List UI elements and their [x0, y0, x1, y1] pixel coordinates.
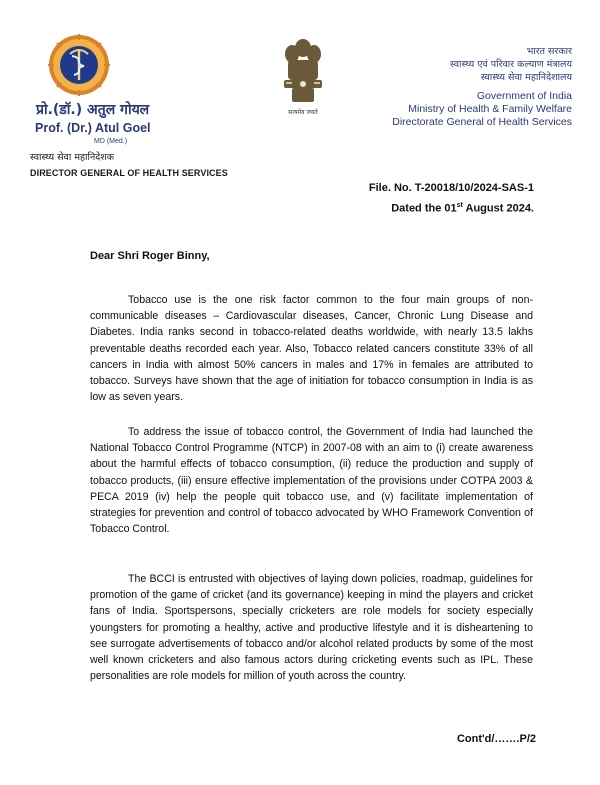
gov-english-line: Government of India — [476, 90, 572, 102]
file-reference-block — [369, 180, 534, 218]
officer-name-english: Prof. (Dr.) Atul Goel — [35, 121, 151, 135]
directorate-hindi-line: स्वास्थ्य सेवा महानिदेशालय — [480, 72, 572, 83]
emblem-motto: सत्यमेव जयते — [288, 109, 318, 116]
date-suffix-ordinal: st — [456, 202, 463, 209]
designation-english: DIRECTOR GENERAL OF HEALTH SERVICES — [30, 168, 228, 178]
national-emblem-icon — [278, 36, 328, 108]
continuation-note: Cont'd/…….P/2 — [456, 733, 536, 745]
officer-qualification: MD (Med.) — [94, 138, 128, 145]
body-paragraph-1: Tobacco use is the one risk factor common to the four main groups of non-communicable diseases – Cardiovascular diseases, Cancer, Chronic Lung Disease and Diabetes. India ranks second in tobacco-related deaths worldwide, with nearly 13.5 lakhs preventable deaths recorded each year. Also, Tobacco related cancers constitute 33% of all cancers in India with almost 50% cancers in males and 17% in females are attributed to tobacco. Surveys have shown that the age of initiation for tobacco consumption in India is as low as seven years. — [90, 294, 533, 404]
directorate-english-line: Directorate General of Health Services — [392, 116, 572, 128]
salutation: Dear Shri Roger Binny, — [90, 250, 210, 262]
officer-name-hindi: प्रो.(डॉ.) अतुल गोयल — [36, 102, 150, 118]
letter-date — [369, 197, 534, 218]
body-paragraph-2: To address the issue of tobacco control, the Government of India had launched the National Tobacco Control Programme (NTCP) in 2007-08 with an aim to (i) create awareness about the harmful effects of tobacco consumption, (ii) reduce the production and supply of tobacco products, (iii) ensure effective implementation of the provisions under COTPA 2003 & PECA 2019 (iv) help the people quit tobacco use, and (v) facilitate implementation of strategies for prevention and control of tobacco advocated by WHO Framework Convention of Tobacco Control. — [90, 426, 533, 536]
ministry-hindi-line: स्वास्थ्य एवं परिवार कल्याण मंत्रालय — [450, 59, 572, 70]
dghs-emblem-icon — [46, 32, 112, 98]
designation-hindi: स्वास्थ्य सेवा महानिदेशक — [30, 152, 115, 163]
date-month-year: August 2024. — [462, 202, 534, 215]
date-prefix: Dated the 01 — [391, 202, 457, 215]
gov-hindi-line: भारत सरकार — [526, 46, 572, 57]
government-address-block — [392, 45, 572, 129]
ministry-english-line: Ministry of Health & Family Welfare — [408, 103, 572, 115]
file-number: File. No. T-20018/10/2024-SAS-1 — [368, 182, 534, 194]
body-paragraph-3: The BCCI is entrusted with objectives of laying down policies, roadmap, guidelines for promotion of the game of cricket (and its governance) keeping in mind the players and cricket fans of India. Sportspersons, specially cricketers are role models for society especially youngsters for promoting a healthy, active and productive lifestyle and it is disheartening to see surrogate advertisements of tobacco and/or alcohol related products by some of the most well known cricketers and also famous actors during cricketing events such as IPL. These personalities are role models for million of youth across the country. — [90, 573, 533, 683]
